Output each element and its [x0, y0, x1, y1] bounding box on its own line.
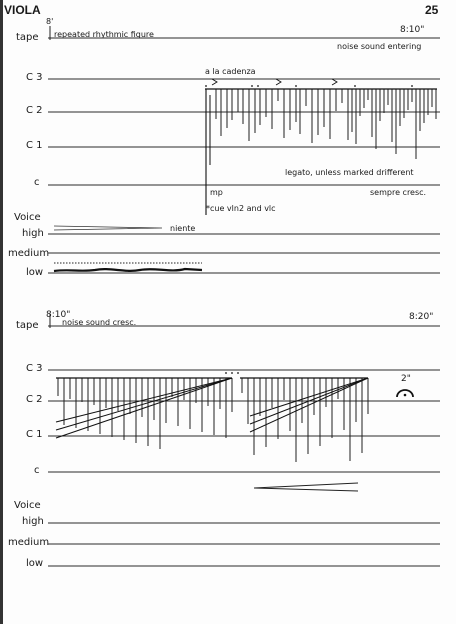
staff-lines: [48, 38, 440, 566]
fermata-dot: [404, 394, 407, 397]
system2-label-c2: C 2: [26, 394, 43, 405]
system2-label-medium: medium: [8, 537, 50, 548]
accent-mark: [212, 79, 217, 85]
system1-label-c1: C 1: [26, 140, 43, 151]
system1-cue-text: *cue vln2 and vlc: [206, 204, 276, 213]
accent-mark: [332, 79, 337, 85]
niente-hairpin: [54, 226, 162, 230]
system1-cadenza-text: a la cadenza: [205, 67, 256, 76]
part-name: VIOLA: [4, 3, 41, 17]
system2-timestamp-start: 8:10": [46, 310, 71, 320]
note-stems: [58, 89, 436, 462]
system2-label-tape: tape: [16, 320, 39, 331]
system2-label-c3: C 3: [26, 363, 43, 374]
staccato-dot: [225, 372, 227, 374]
system1-timestamp-end: 8:10": [400, 25, 425, 35]
system1-niente-text: niente: [170, 224, 196, 233]
staccato-dot: [237, 372, 239, 374]
system1-legato-text: legato, unless marked drifferent: [285, 168, 414, 177]
system1-tape-text: repeated rhythmic figure: [54, 30, 154, 39]
staccato-dot: [257, 85, 259, 87]
system2-tape-text: noise sound cresc.: [62, 318, 137, 327]
system2-timestamp-end: 8:20": [409, 312, 434, 322]
staccato-dot: [231, 372, 233, 374]
system1-label-c3: C 3: [26, 72, 43, 83]
system2-label-c1: C 1: [26, 429, 43, 440]
system2-label-voice: Voice: [14, 500, 41, 511]
system1-label-tape: tape: [16, 32, 39, 43]
staccato-dot: [354, 85, 356, 87]
system2-label-low: low: [26, 558, 44, 569]
staccato-dot: [295, 85, 297, 87]
staccato-dot: [205, 85, 207, 87]
fermata-duration: 2": [401, 374, 411, 384]
staccato-dot: [251, 85, 253, 87]
system2-label-high: high: [22, 516, 44, 527]
system1-label-voice: Voice: [14, 212, 41, 223]
system2-label-c: c: [34, 465, 40, 476]
low-voice-wavy-line: [54, 269, 202, 271]
crescendo-hairpin: [254, 483, 358, 491]
system1-label-high: high: [22, 228, 44, 239]
system1-label-low: low: [26, 267, 44, 278]
system1-label-c2: C 2: [26, 105, 43, 116]
system1-label-c: c: [34, 177, 40, 188]
staccato-dot: [411, 85, 413, 87]
page-number: 25: [425, 3, 439, 17]
system1-mp-dynamic: mp: [210, 188, 223, 197]
system1-label-medium: medium: [8, 248, 50, 259]
accent-mark: [276, 79, 281, 85]
system1-sempre-text: sempre cresc.: [370, 188, 427, 197]
system1-noise-text: noise sound entering: [337, 42, 422, 51]
system1-small-label: 8': [46, 17, 54, 26]
